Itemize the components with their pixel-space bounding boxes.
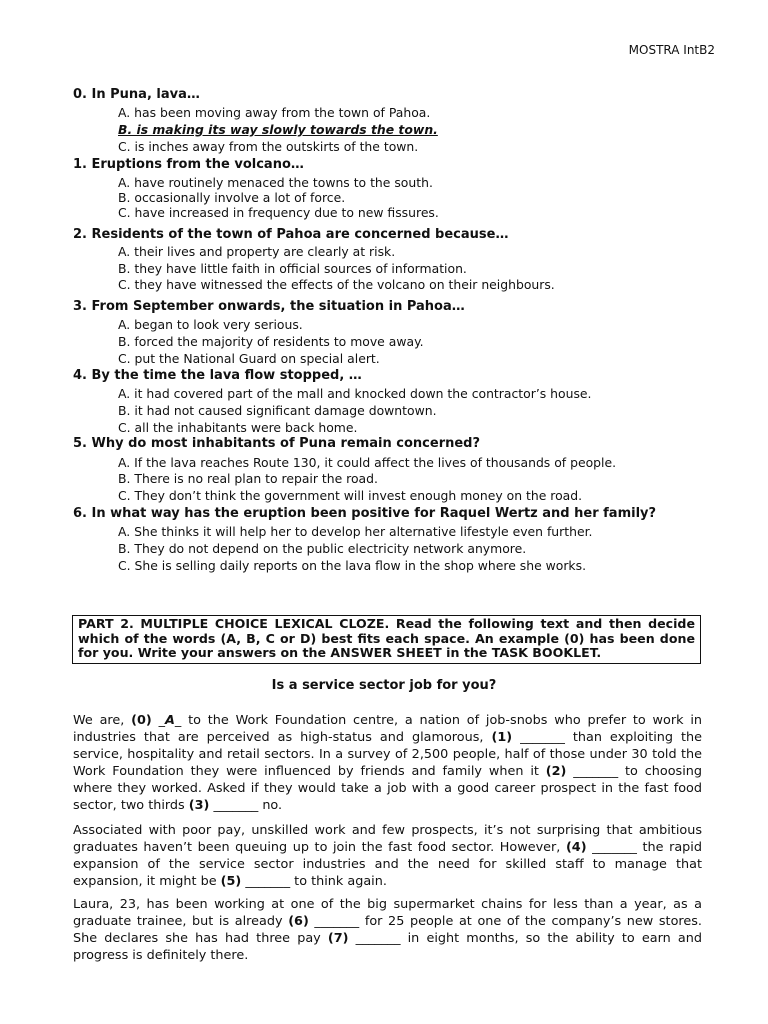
question-2-option-b: B. they have little faith in official sources of information. — [118, 261, 467, 276]
question-1-option-b: B. occasionally involve a lot of force. — [118, 190, 346, 205]
question-5-option-b: B. There is no real plan to repair the road. — [118, 471, 378, 486]
question-6-stem: 6. In what way has the eruption been positive for Raquel Wertz and her family? — [73, 506, 657, 521]
passage-paragraph-2: Associated with poor pay, unskilled work and few prospects, it’s not surprising that ambitious graduates haven’t been queuing up to join the fast food sector. However, (4) _______ the rapid expansion of the service sector industries and the need for skilled staff to manage that expansion, it might be (5) _______ to think again. — [73, 823, 702, 889]
question-4-option-b: B. it had not caused significant damage downtown. — [118, 403, 437, 418]
gap-1-label: (1) — [491, 730, 513, 745]
question-3-option-c: C. put the National Guard on special alert. — [118, 351, 380, 366]
question-0-option-c: C. is inches away from the outskirts of the town. — [118, 139, 419, 154]
question-0-stem: 0. In Puna, lava… — [73, 87, 200, 102]
question-6-option-b: B. They do not depend on the public electricity network anymore. — [118, 541, 527, 556]
question-4-option-a: A. it had covered part of the mall and knocked down the contractor’s house. — [118, 386, 592, 401]
page-code: MOSTRA IntB2 — [628, 43, 715, 57]
gap-0-label: (0) — [131, 713, 152, 728]
gap-7-label: (7) — [327, 931, 349, 946]
question-5-stem: 5. Why do most inhabitants of Puna remain concerned? — [73, 436, 481, 451]
gap-3-label: (3) — [188, 798, 210, 813]
gap-5-label: (5) — [220, 874, 242, 889]
question-4-option-c: C. all the inhabitants were back home. — [118, 420, 358, 435]
question-6-option-a: A. She thinks it will help her to develop her alternative lifestyle even further. — [118, 524, 593, 539]
question-1-option-c: C. have increased in frequency due to new fissures. — [118, 205, 439, 220]
part2-instructions-box: PART 2. MULTIPLE CHOICE LEXICAL CLOZE. Read the following text and then decide which of the words (A, B, C or D) best fits each space. An example (0) has been done for you. Write your answers on the ANSWER SHEET in the TASK BOOKLET. — [72, 615, 701, 664]
gap-2-label: (2) — [545, 764, 567, 779]
question-5-option-a: A. If the lava reaches Route 130, it could affect the lives of thousands of people. — [118, 455, 617, 470]
question-0-option-b: B. is making its way slowly towards the town. — [118, 122, 438, 137]
question-4-stem: 4. By the time the lava flow stopped, … — [73, 368, 362, 383]
question-1-option-a: A. have routinely menaced the towns to the south. — [118, 175, 433, 190]
question-6-option-c: C. She is selling daily reports on the lava flow in the shop where she works. — [118, 558, 587, 573]
question-0-option-a: A. has been moving away from the town of Pahoa. — [118, 105, 431, 120]
question-2-stem: 2. Residents of the town of Pahoa are concerned because… — [73, 227, 509, 242]
gap-4-label: (4) — [565, 840, 587, 855]
passage-paragraph-3: Laura, 23, has been working at one of the big supermarket chains for less than a year, as a graduate trainee, but is already (6) _______ for 25 people at one of the company’s new stores. She declares she has had three pay (7) _______ in eight months, so the ability to earn and progress is definitely there. — [73, 897, 702, 963]
gap-0-answer: A — [165, 713, 175, 728]
passage-title: Is a service sector job for you? — [271, 678, 497, 693]
question-2-option-a: A. their lives and property are clearly at risk. — [118, 244, 396, 259]
question-3-option-b: B. forced the majority of residents to move away. — [118, 334, 424, 349]
question-2-option-c: C. they have witnessed the effects of the volcano on their neighbours. — [118, 277, 555, 292]
question-3-option-a: A. began to look very serious. — [118, 317, 303, 332]
question-3-stem: 3. From September onwards, the situation in Pahoa… — [73, 299, 465, 314]
question-5-option-c: C. They don’t think the government will invest enough money on the road. — [118, 488, 583, 503]
gap-6-label: (6) — [288, 914, 309, 929]
question-1-stem: 1. Eruptions from the volcano… — [73, 157, 304, 172]
passage-paragraph-1: We are, (0) _A_ to the Work Foundation centre, a nation of job-snobs who prefer to work in industries that are perceived as high-status and glamorous, (1) _______ than exploiting the service, hospitality and retail sectors. In a survey of 2,500 people, half of those under 30 told the Work Foundation they were influenced by friends and family when it (2) _______ to choosing where they worked. Asked if they would take a job with a good career prospect in the fast food sector, two thirds (3) _______ no. — [73, 713, 703, 813]
